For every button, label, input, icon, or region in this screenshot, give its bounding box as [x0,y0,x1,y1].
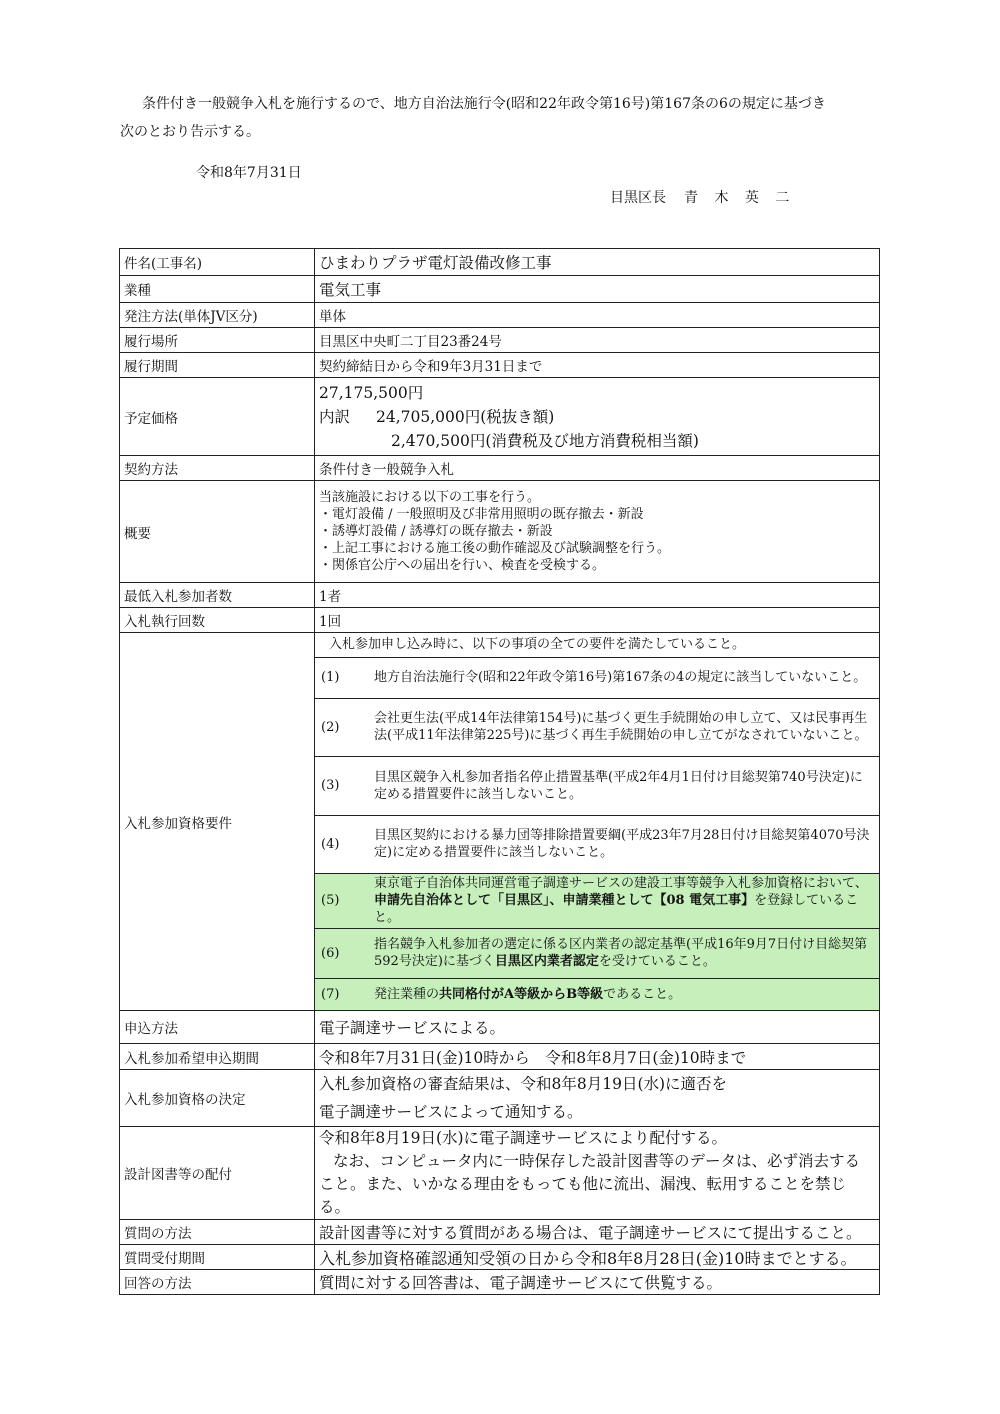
decision-line-1: 入札参加資格の審査結果は、令和8年8月19日(水)に適否を [319,1075,728,1093]
requirement-text-part: 発注業種の [374,986,440,1002]
label-rounds: 入札執行回数 [120,608,315,633]
label-overview: 概要 [120,481,315,583]
label-name: 件名(工事名) [120,249,315,276]
label-method: 発注方法(単体JV区分) [120,303,315,328]
row-period [120,353,880,378]
value-name: ひまわりプラザ電灯設備改修工事 [315,249,880,276]
requirement-item-highlighted [315,928,879,978]
row-answer-method [120,1270,880,1295]
requirement-number: (5) [315,873,370,928]
requirement-number: (7) [315,978,370,1010]
docs-line-2: なお、コンピュータ内に一時保存した設計図書等のデータは、必ず消去すること。また、いかなる理由をもっても他に流出、漏洩、転用することを禁じる。 [319,1152,861,1216]
row-method [120,303,880,328]
requirement-item [315,698,879,756]
overview-line: ・上記工事における施工後の動作確認及び試験調整を行う。 [319,541,671,556]
value-min-bidders: 1者 [315,583,880,608]
requirement-text-bold: 共同格付がA等級からB等級 [439,986,604,1002]
requirement-text: 会社更生法(平成14年法律第154号)に基づく更生手続開始の申し立て、又は民事再生法(平成11年法律第225号)に基づく再生手続開始の申し立てがなされていないこと。 [370,698,879,756]
intro-line-1: 条件付き一般競争入札を施行するので、地方自治法施行令(昭和22年政令第16号)第167条の6の規定に基づき [142,96,826,112]
signer-name: 青 木 英 二 [684,190,796,206]
requirement-item [315,815,879,873]
requirement-text: 目黒区競争入札参加者指名停止措置基準(平成2年4月1日付け目総契第740号決定)に定める措置要件に該当しないこと。 [370,756,879,815]
requirement-number: (6) [315,928,370,978]
requirement-text: 目黒区契約における暴力団等排除措置要綱(平成23年7月28日付け目総契第4070号決定)に定める措置要件に該当しないこと。 [370,815,879,873]
signer-title: 目黒区長 [610,190,666,206]
row-min-bidders [120,583,880,608]
price-detail-label: 内訳 [319,407,351,426]
label-requirements: 入札参加資格要件 [120,633,315,1011]
requirement-text-part: 東京電子自治体共同運営電子調達サービスの建設工事等競争入札参加資格において、 [374,876,868,891]
value-overview [315,481,880,583]
price-detail-2: 2,470,500円(消費税及び地方消費税相当額) [391,431,699,450]
requirement-text-part: を登録していること。 [374,893,859,925]
value-place: 目黒区中央町二丁目23番24号 [315,328,880,353]
row-contract [120,456,880,481]
value-method: 単体 [315,303,880,328]
value-price [315,378,880,456]
row-docs [120,1127,880,1220]
overview-line: 当該施設における以下の工事を行う。 [319,490,541,505]
label-period: 履行期間 [120,353,315,378]
value-rounds: 1回 [315,608,880,633]
label-question-method: 質問の方法 [120,1220,315,1245]
row-overview [120,481,880,583]
requirement-number: (1) [321,670,340,686]
value-question-period: 入札参加資格確認通知受領の日から令和8年8月28日(金)10時までとする。 [315,1245,880,1270]
row-requirements [120,633,880,1011]
requirement-text-bold: 申請先自治体として「目黒区」、申請業種として【08 電気工事】 [374,893,755,908]
value-answer-method: 質問に対する回答書は、電子調達サービスにて供覧する。 [315,1270,880,1295]
requirement-item-highlighted [315,873,879,928]
label-price: 予定価格 [120,378,315,456]
label-decision: 入札参加資格の決定 [120,1070,315,1127]
requirement-number: (3) [315,756,370,815]
requirement-text [370,978,879,1010]
label-docs: 設計図書等の配付 [120,1127,315,1220]
signer [610,187,795,207]
value-type: 電気工事 [315,276,880,303]
value-period: 契約締結日から令和9年3月31日まで [315,353,880,378]
row-rounds [120,608,880,633]
row-question-method [120,1220,880,1245]
decision-line-2: 電子調達サービスによって通知する。 [319,1103,583,1121]
requirements-intro: 入札参加申し込み時に、以下の事項の全ての要件を満たしていること。 [315,633,879,658]
row-apply-method [120,1011,880,1044]
requirement-item-highlighted [315,978,879,1010]
label-answer-method: 回答の方法 [120,1270,315,1295]
label-min-bidders: 最低入札参加者数 [120,583,315,608]
notice-intro [120,90,890,146]
row-apply-period [120,1044,880,1070]
overview-line: ・誘導灯設備 / 誘導灯の既存撤去・新設 [319,524,553,539]
label-question-period: 質問受付期間 [120,1245,315,1270]
value-apply-period: 令和8年7月31日(金)10時から 令和8年8月7日(金)10時まで [315,1044,880,1070]
row-question-period [120,1245,880,1270]
requirement-text [370,928,879,978]
docs-line-1: 令和8年8月19日(水)に電子調達サービスにより配付する。 [319,1129,728,1147]
price-total: 27,175,500円 [319,383,424,402]
value-requirements [315,633,880,1011]
label-type: 業種 [120,276,315,303]
label-place: 履行場所 [120,328,315,353]
label-apply-method: 申込方法 [120,1011,315,1044]
requirement-text [370,873,879,928]
requirements-list [315,658,879,1010]
requirement-item [315,756,879,815]
requirement-number: (2) [315,698,370,756]
row-place [120,328,880,353]
intro-line-2: 次のとおり告示する。 [120,124,260,140]
requirement-text-bold: 目黒区内業者認定 [494,954,599,969]
overview-line: ・電灯設備 / 一般照明及び非常用照明の既存撤去・新設 [319,507,644,522]
requirement-text-part: であること。 [603,986,682,1002]
value-docs [315,1127,880,1220]
row-name [120,249,880,276]
row-price [120,378,880,456]
price-detail-1 [319,405,875,429]
price-excl-tax: 24,705,000円(税抜き額) [376,407,555,426]
bid-details-table [119,248,880,1295]
overview-line: ・関係官公庁への届出を行い、検査を受検する。 [319,558,606,573]
value-decision [315,1070,880,1127]
value-question-method: 設計図書等に対する質問がある場合は、電子調達サービスにて提出すること。 [315,1220,880,1245]
label-contract: 契約方法 [120,456,315,481]
label-apply-period: 入札参加希望申込期間 [120,1044,315,1070]
requirement-text-part: 指名競争入札参加者の選定に係る区内業者の認定基準(平成16年9月7日付け目総契第592号決定)に基づく [374,937,868,969]
requirement-number: (4) [315,815,370,873]
requirement-text-part: を受けていること。 [598,954,716,969]
row-type [120,276,880,303]
row-decision [120,1070,880,1127]
value-contract: 条件付き一般競争入札 [315,456,880,481]
value-apply-method: 電子調達サービスによる。 [315,1011,880,1044]
requirement-text: 地方自治法施行令(昭和22年政令第16号)第167条の4の規定に該当していないこと。 [374,670,867,686]
notice-date: 令和8年7月31日 [196,165,302,181]
requirement-item [315,658,879,698]
